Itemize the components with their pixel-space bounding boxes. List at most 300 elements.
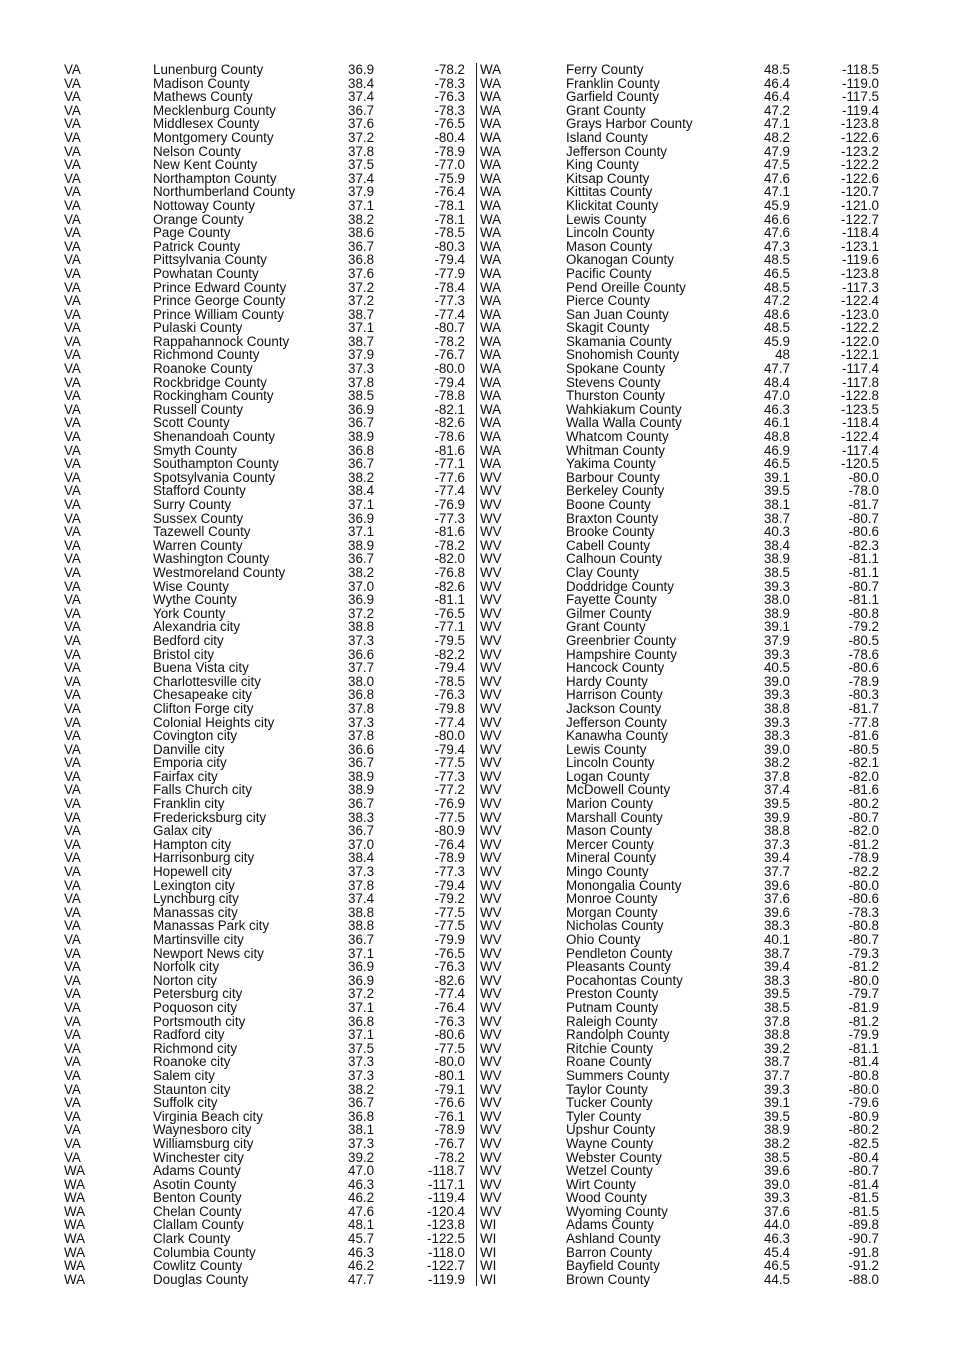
table-row	[64, 661, 476, 675]
longitude-cell: -79.4	[434, 877, 465, 893]
longitude-cell: -81.6	[848, 782, 879, 798]
longitude-cell: -78.2	[434, 1149, 465, 1165]
table-row	[477, 838, 897, 852]
longitude-cell: -91.8	[848, 1244, 879, 1260]
state-cell: WV	[480, 1176, 502, 1192]
latitude-cell: 37.9	[763, 632, 790, 648]
longitude-cell: -118.4	[842, 415, 879, 431]
county-name-cell: Fairfax city	[153, 768, 218, 784]
table-row	[477, 824, 897, 838]
table-row	[477, 783, 897, 797]
table-row	[64, 172, 476, 186]
state-cell: WV	[480, 510, 502, 526]
latitude-cell: 38.5	[763, 564, 790, 580]
longitude-cell: -76.3	[434, 687, 465, 703]
latitude-cell: 37.2	[348, 129, 375, 145]
latitude-cell: 37.3	[348, 1054, 375, 1070]
county-name-cell: Pleasants County	[566, 959, 671, 975]
county-name-cell: Surry County	[153, 497, 232, 512]
table-row	[64, 199, 476, 213]
latitude-cell: 39.6	[763, 904, 790, 920]
longitude-cell: -78.6	[434, 429, 465, 445]
longitude-cell: -80.3	[848, 687, 879, 703]
longitude-cell: -123.8	[427, 1217, 465, 1233]
longitude-cell: -78.2	[434, 333, 465, 349]
state-cell: WA	[480, 374, 502, 390]
state-cell: WA	[480, 211, 502, 227]
county-name-cell: Greenbrier County	[566, 632, 677, 648]
latitude-cell: 37.4	[348, 89, 375, 105]
longitude-cell: -81.4	[848, 1176, 879, 1192]
latitude-cell: 37.1	[348, 497, 375, 512]
longitude-cell: -77.2	[434, 782, 465, 798]
state-cell: WV	[480, 605, 502, 621]
longitude-cell: -80.5	[848, 632, 879, 648]
table-row	[64, 1123, 476, 1137]
table-row	[477, 1232, 897, 1246]
latitude-cell: 38.8	[763, 1027, 790, 1043]
table-row	[477, 1042, 897, 1056]
county-name-cell: Lexington city	[153, 877, 235, 893]
table-row	[477, 172, 897, 186]
latitude-cell: 39.0	[763, 1176, 790, 1192]
table-row	[64, 512, 476, 526]
state-cell: VA	[64, 1054, 81, 1070]
latitude-cell: 39.1	[763, 469, 790, 485]
longitude-cell: -119.6	[842, 252, 879, 268]
table-row	[477, 1069, 897, 1083]
table-row	[477, 403, 897, 417]
state-cell: VA	[64, 1013, 81, 1029]
longitude-cell: -78.5	[434, 225, 465, 241]
longitude-cell: -80.1	[434, 1067, 465, 1083]
table-row	[64, 403, 476, 417]
longitude-cell: -78.9	[434, 143, 465, 159]
table-row	[64, 1137, 476, 1151]
state-cell: VA	[64, 891, 81, 907]
latitude-cell: 37.3	[348, 1067, 375, 1083]
state-cell: WV	[480, 999, 502, 1015]
longitude-cell: -80.0	[848, 469, 879, 485]
longitude-cell: -122.2	[841, 157, 879, 173]
longitude-cell: -123.8	[841, 265, 879, 281]
longitude-cell: -79.9	[848, 1027, 879, 1043]
state-cell: WV	[480, 959, 502, 975]
state-cell: VA	[64, 836, 81, 852]
county-name-cell: Wayne County	[566, 1135, 654, 1151]
county-name-cell: Russell County	[153, 401, 244, 417]
latitude-cell: 38.7	[763, 945, 790, 961]
state-cell: VA	[64, 293, 81, 309]
table-row	[64, 484, 476, 498]
latitude-cell: 38.7	[348, 306, 375, 322]
table-row	[64, 498, 476, 512]
county-name-cell: Fayette County	[566, 592, 657, 608]
table-row	[64, 104, 476, 118]
state-cell: WA	[64, 1176, 86, 1192]
table-row	[64, 362, 476, 376]
latitude-cell: 38.4	[348, 75, 375, 91]
table-row	[64, 1096, 476, 1110]
county-name-cell: Upshur County	[566, 1122, 656, 1138]
longitude-cell: -123.1	[841, 238, 879, 254]
county-name-cell: Warren County	[153, 537, 243, 553]
county-name-cell: Clark County	[153, 1231, 231, 1247]
county-name-cell: Preston County	[566, 986, 659, 1002]
state-cell: VA	[64, 755, 81, 771]
county-name-cell: Jefferson County	[566, 714, 667, 730]
table-row	[477, 444, 897, 458]
latitude-cell: 39.9	[763, 809, 790, 825]
latitude-cell: 36.9	[348, 510, 375, 526]
table-row	[64, 960, 476, 974]
county-name-cell: Nicholas County	[566, 918, 664, 934]
state-cell: WV	[480, 619, 502, 635]
latitude-cell: 37.4	[348, 170, 375, 186]
county-name-cell: Galax city	[153, 823, 212, 839]
latitude-cell: 39.0	[763, 741, 790, 757]
latitude-cell: 36.7	[348, 755, 375, 771]
state-cell: WV	[480, 728, 502, 744]
county-name-cell: Doddridge County	[566, 578, 674, 594]
county-name-cell: Adams County	[153, 1163, 241, 1179]
state-cell: VA	[64, 265, 81, 281]
latitude-cell: 36.9	[348, 401, 375, 417]
state-cell: WV	[480, 1054, 502, 1070]
longitude-cell: -82.1	[848, 755, 879, 771]
latitude-cell: 36.6	[348, 741, 375, 757]
state-cell: WV	[480, 850, 502, 866]
state-cell: VA	[64, 673, 81, 689]
longitude-cell: -78.1	[434, 211, 465, 227]
state-cell: WV	[480, 836, 502, 852]
latitude-cell: 37.1	[348, 1027, 375, 1043]
state-cell: WA	[64, 1190, 86, 1206]
longitude-cell: -82.6	[434, 972, 465, 988]
latitude-cell: 36.7	[348, 932, 375, 947]
table-row	[477, 756, 897, 770]
county-name-cell: Prince George County	[153, 293, 286, 309]
longitude-cell: -76.5	[434, 116, 465, 132]
state-cell: VA	[64, 537, 81, 553]
longitude-cell: -77.9	[434, 265, 465, 281]
table-row	[64, 444, 476, 458]
longitude-cell: -78.9	[434, 850, 465, 866]
longitude-cell: -81.1	[848, 551, 879, 567]
longitude-cell: -80.7	[848, 1163, 879, 1179]
state-cell: WI	[480, 1258, 497, 1274]
latitude-cell: 38.4	[763, 537, 790, 553]
county-name-cell: Washington County	[153, 551, 270, 567]
latitude-cell: 38.7	[348, 333, 375, 349]
latitude-cell: 46.2	[348, 1190, 375, 1206]
longitude-cell: -78.8	[434, 388, 465, 404]
table-row	[477, 376, 897, 390]
latitude-cell: 40.1	[763, 932, 790, 947]
county-name-cell: Kittitas County	[566, 184, 653, 200]
longitude-cell: -122.0	[841, 333, 879, 349]
county-name-cell: Norfolk city	[153, 959, 220, 975]
latitude-cell: 38.0	[763, 592, 790, 608]
table-row	[477, 104, 897, 118]
table-row	[64, 1259, 476, 1273]
state-cell: VA	[64, 333, 81, 349]
county-name-cell: Tyler County	[566, 1108, 642, 1124]
state-cell: VA	[64, 497, 81, 512]
state-cell: WV	[480, 809, 502, 825]
longitude-cell: -76.9	[434, 497, 465, 512]
county-name-cell: Charlottesville city	[153, 673, 261, 689]
state-cell: VA	[64, 401, 81, 417]
longitude-cell: -80.6	[848, 891, 879, 907]
latitude-cell: 48	[775, 347, 790, 363]
latitude-cell: 38.9	[763, 605, 790, 621]
state-cell: WA	[480, 129, 502, 145]
latitude-cell: 47.2	[763, 293, 790, 309]
table-row	[64, 376, 476, 390]
longitude-cell: -81.1	[848, 1040, 879, 1056]
latitude-cell: 37.4	[763, 782, 790, 798]
table-row	[64, 797, 476, 811]
latitude-cell: 38.3	[763, 972, 790, 988]
latitude-cell: 37.3	[763, 836, 790, 852]
table-row	[64, 158, 476, 172]
longitude-cell: -118.5	[842, 62, 879, 77]
latitude-cell: 38.9	[348, 768, 375, 784]
state-cell: WV	[480, 782, 502, 798]
county-name-cell: Norton city	[153, 972, 217, 988]
table-row	[64, 1232, 476, 1246]
county-name-cell: Ferry County	[566, 62, 644, 77]
state-cell: WV	[480, 714, 502, 730]
table-row	[477, 267, 897, 281]
table-row	[477, 593, 897, 607]
latitude-cell: 46.4	[763, 75, 790, 91]
longitude-cell: -122.7	[841, 211, 879, 227]
longitude-cell: -122.5	[427, 1231, 465, 1247]
latitude-cell: 38.8	[763, 823, 790, 839]
table-row	[477, 811, 897, 825]
table-row	[64, 63, 476, 77]
longitude-cell: -78.9	[848, 673, 879, 689]
county-name-cell: Boone County	[566, 497, 651, 512]
longitude-cell: -80.0	[434, 361, 465, 377]
latitude-cell: 47.6	[348, 1203, 375, 1219]
latitude-cell: 39.3	[763, 1190, 790, 1206]
latitude-cell: 38.2	[348, 469, 375, 485]
latitude-cell: 48.5	[763, 252, 790, 268]
longitude-cell: -76.9	[434, 796, 465, 812]
state-cell: WA	[480, 401, 502, 417]
table-row	[64, 1028, 476, 1042]
county-name-cell: Grays Harbor County	[566, 116, 693, 132]
state-cell: VA	[64, 442, 81, 458]
county-name-cell: Bedford city	[153, 632, 224, 648]
longitude-cell: -78.3	[434, 102, 465, 118]
county-name-cell: Petersburg city	[153, 986, 243, 1002]
longitude-cell: -81.1	[434, 592, 465, 608]
table-row	[477, 865, 897, 879]
latitude-cell: 39.2	[348, 1149, 375, 1165]
county-name-cell: Snohomish County	[566, 347, 680, 363]
county-name-cell: Marion County	[566, 796, 654, 812]
table-row	[64, 1110, 476, 1124]
latitude-cell: 38.1	[348, 1122, 375, 1138]
longitude-cell: -79.4	[434, 252, 465, 268]
longitude-cell: -88.0	[848, 1271, 879, 1287]
state-cell: VA	[64, 850, 81, 866]
table-row	[477, 1096, 897, 1110]
latitude-cell: 36.8	[348, 442, 375, 458]
county-name-cell: Webster County	[566, 1149, 662, 1165]
county-name-cell: Orange County	[153, 211, 244, 227]
county-name-cell: Putnam County	[566, 999, 659, 1015]
latitude-cell: 37.2	[348, 279, 375, 295]
state-cell: VA	[64, 592, 81, 608]
county-name-cell: Pulaski County	[153, 320, 243, 336]
longitude-cell: -77.8	[848, 714, 879, 730]
longitude-cell: -80.8	[848, 1067, 879, 1083]
state-cell: WA	[480, 62, 502, 77]
longitude-cell: -81.6	[848, 728, 879, 744]
state-cell: WI	[480, 1231, 497, 1247]
longitude-cell: -123.2	[841, 143, 879, 159]
state-cell: WV	[480, 660, 502, 676]
latitude-cell: 36.7	[348, 456, 375, 472]
state-cell: VA	[64, 129, 81, 145]
latitude-cell: 38.7	[763, 1054, 790, 1070]
table-row	[477, 199, 897, 213]
latitude-cell: 47.9	[763, 143, 790, 159]
table-row	[64, 1069, 476, 1083]
table-row	[64, 566, 476, 580]
longitude-cell: -123.0	[841, 306, 879, 322]
table-row	[64, 145, 476, 159]
longitude-cell: -78.0	[848, 483, 879, 499]
latitude-cell: 37.0	[348, 578, 375, 594]
longitude-cell: -82.3	[848, 537, 879, 553]
county-name-cell: Barron County	[566, 1244, 653, 1260]
longitude-cell: -80.6	[848, 660, 879, 676]
county-name-cell: Gilmer County	[566, 605, 652, 621]
latitude-cell: 39.5	[763, 986, 790, 1002]
latitude-cell: 48.1	[348, 1217, 375, 1233]
longitude-cell: -76.5	[434, 945, 465, 961]
state-cell: VA	[64, 768, 81, 784]
longitude-cell: -80.7	[848, 510, 879, 526]
latitude-cell: 36.8	[348, 1013, 375, 1029]
table-row	[64, 1205, 476, 1219]
state-cell: WA	[64, 1271, 86, 1287]
county-name-cell: Rockbridge County	[153, 374, 267, 390]
longitude-cell: -78.4	[434, 279, 465, 295]
state-cell: VA	[64, 1135, 81, 1151]
longitude-cell: -117.4	[842, 361, 879, 377]
table-row	[64, 770, 476, 784]
state-cell: WV	[480, 537, 502, 553]
latitude-cell: 37.4	[348, 891, 375, 907]
state-cell: WA	[64, 1217, 86, 1233]
longitude-cell: -80.7	[848, 578, 879, 594]
latitude-cell: 39.5	[763, 796, 790, 812]
county-name-cell: Columbia County	[153, 1244, 256, 1260]
state-cell: VA	[64, 102, 81, 118]
table-row	[64, 729, 476, 743]
latitude-cell: 37.3	[348, 714, 375, 730]
table-row	[477, 607, 897, 621]
latitude-cell: 38.4	[348, 483, 375, 499]
state-cell: VA	[64, 999, 81, 1015]
state-cell: VA	[64, 1027, 81, 1043]
longitude-cell: -82.0	[848, 768, 879, 784]
table-row	[64, 974, 476, 988]
county-name-cell: Lincoln County	[566, 225, 655, 241]
county-name-cell: Pendleton County	[566, 945, 673, 961]
table-row	[64, 716, 476, 730]
longitude-cell: -117.3	[842, 279, 879, 295]
state-cell: VA	[64, 660, 81, 676]
longitude-cell: -120.5	[841, 456, 879, 472]
longitude-cell: -80.7	[848, 932, 879, 947]
state-cell: WA	[480, 456, 502, 472]
state-cell: WV	[480, 1040, 502, 1056]
state-cell: WV	[480, 864, 502, 880]
county-name-cell: York County	[153, 605, 226, 621]
county-name-cell: Westmoreland County	[153, 564, 286, 580]
state-cell: VA	[64, 62, 81, 77]
state-cell: WA	[480, 442, 502, 458]
county-name-cell: Stevens County	[566, 374, 661, 390]
table-row	[64, 783, 476, 797]
county-name-cell: Lynchburg city	[153, 891, 239, 907]
longitude-cell: -118.4	[842, 225, 879, 241]
longitude-cell: -80.2	[848, 1122, 879, 1138]
state-cell: WA	[64, 1258, 86, 1274]
state-cell: WV	[480, 687, 502, 703]
table-row	[64, 851, 476, 865]
county-name-cell: Southampton County	[153, 456, 279, 472]
county-name-cell: Benton County	[153, 1190, 242, 1206]
table-row	[64, 185, 476, 199]
county-name-cell: Northumberland County	[153, 184, 296, 200]
table-row	[477, 1001, 897, 1015]
longitude-cell: -80.2	[848, 796, 879, 812]
latitude-cell: 46.2	[348, 1258, 375, 1274]
county-name-cell: Pierce County	[566, 293, 651, 309]
latitude-cell: 37.1	[348, 945, 375, 961]
table-row	[477, 688, 897, 702]
table-row	[64, 117, 476, 131]
table-row	[477, 471, 897, 485]
longitude-cell: -77.4	[434, 714, 465, 730]
table-row	[64, 1191, 476, 1205]
state-cell: VA	[64, 157, 81, 173]
longitude-cell: -81.7	[848, 700, 879, 716]
longitude-cell: -79.1	[434, 1081, 465, 1097]
county-name-cell: Hampton city	[153, 836, 232, 852]
state-cell: WA	[480, 75, 502, 91]
state-cell: VA	[64, 986, 81, 1002]
table-row	[477, 484, 897, 498]
state-cell: WV	[480, 823, 502, 839]
county-name-cell: Logan County	[566, 768, 650, 784]
state-cell: WV	[480, 986, 502, 1002]
state-cell: VA	[64, 1108, 81, 1124]
state-cell: WV	[480, 904, 502, 920]
state-cell: WV	[480, 741, 502, 757]
county-name-cell: Stafford County	[153, 483, 246, 499]
longitude-cell: -78.3	[434, 75, 465, 91]
